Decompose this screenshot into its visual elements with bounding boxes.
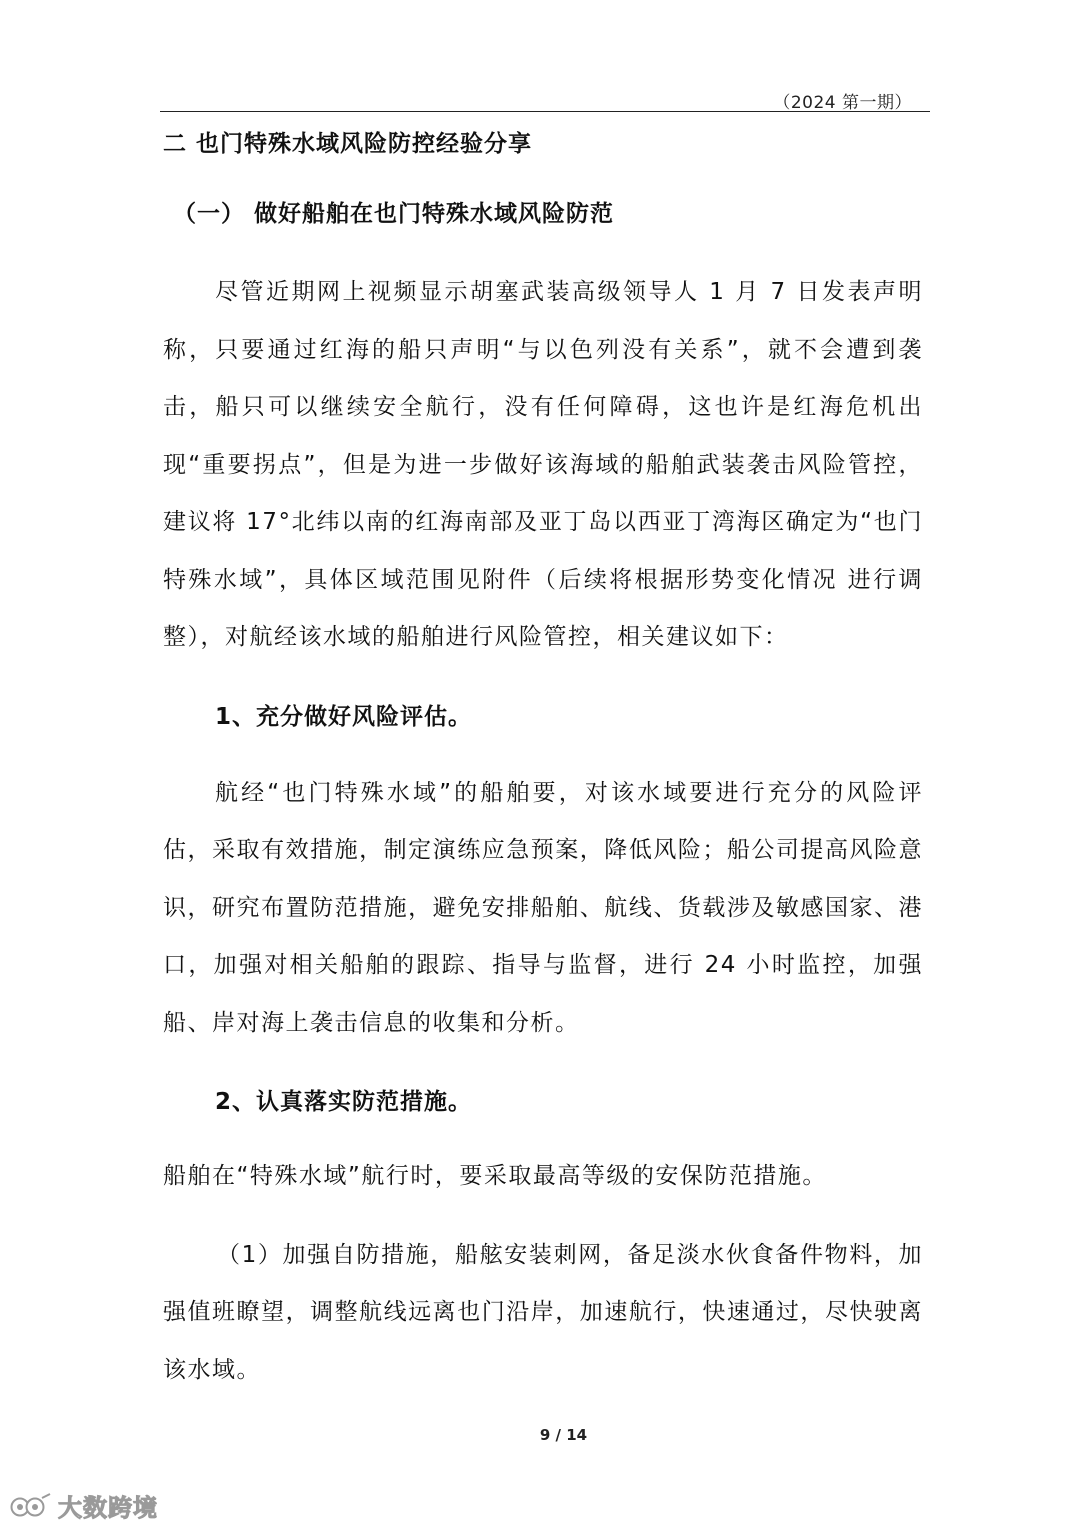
dashuju-logo-icon	[8, 1492, 52, 1520]
issue-label: （2024 第一期）	[773, 93, 912, 113]
intro-paragraph: 尽管近期网上视频显示胡塞武装高级领导人 1 月 7 日发表声明称，只要通过红海的船只声明“与以色列没有关系”，就不会遭到袭击，船只可以继续安全航行，没有任何障碍，这也许是红海危机出现“重要拐点”，但是为进一步做好该海域的船舶武装袭击风险管控，建议将 17°北纬以南的红海南部及亚丁岛以西亚丁湾海区确定为“也门特殊水域”，具体区域范围见附件（后续将根据形势变化情况 进行调整），对航经该水域的船舶进行风险管控，相关建议如下：	[163, 279, 923, 650]
section-title: 二 也门特殊水域风险防控经验分享	[163, 131, 533, 157]
subsection-title: （一） 做好船舶在也门特殊水域风险防范	[173, 201, 615, 227]
page-number: 9 / 14	[539, 1426, 588, 1444]
watermark-text: 大数跨境	[58, 1494, 158, 1522]
risk-assessment-paragraph: 航经“也门特殊水域”的船舶要，对该水域要进行充分的风险评估，采取有效措施，制定演练应急预案，降低风险；船公司提高风险意识，研究布置防范措施，避免安排船舶、航线、货载涉及敏感国家、港口，加强对相关船舶的跟踪、指导与监督，进行 24 小时监控，加强船、岸对海上袭击信息的收集和分析。	[163, 779, 923, 1036]
self-defense-paragraph: （1）加强自防措施，船舷安装刺网，备足淡水伙食备件物料，加强值班瞭望，调整航线远离也门沿岸，加速航行，快速通过，尽快驶离该水域。	[163, 1241, 923, 1383]
item-title-preventive-measures: 2、认真落实防范措施。	[215, 1089, 473, 1115]
item-title-risk-assessment: 1、充分做好风险评估。	[215, 703, 473, 730]
header-divider	[160, 111, 930, 112]
preventive-measures-paragraph: 船舶在“特殊水域”航行时，要采取最高等级的安保防范措施。	[163, 1163, 827, 1189]
watermark	[8, 1488, 158, 1523]
document-body	[163, 126, 923, 1399]
